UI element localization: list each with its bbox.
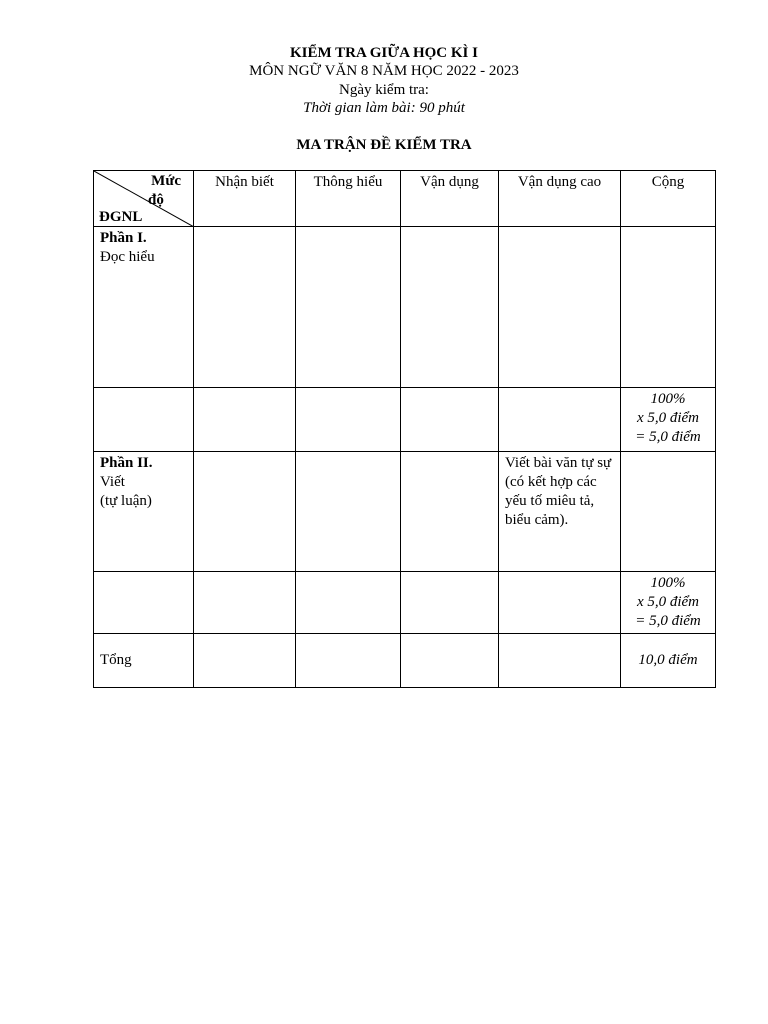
exam-title: KIỂM TRA GIỮA HỌC KÌ I: [290, 45, 478, 61]
part2-label-cell: [94, 452, 194, 572]
table-cell: [499, 227, 621, 388]
part2-note: (tự luận): [100, 493, 152, 509]
part1-title: Phần I.: [100, 230, 147, 246]
table-cell: [194, 572, 296, 634]
part2-score-percent: 100%: [650, 575, 686, 591]
table-cell: [296, 388, 401, 452]
part1-score-result: = 5,0 điểm: [635, 429, 701, 445]
table-cell: [401, 227, 499, 388]
part1-score-cell: [621, 388, 716, 452]
col-header-high-application: Vận dụng cao: [499, 171, 621, 227]
exam-date-label: Ngày kiểm tra:: [339, 82, 429, 98]
part1-name: Đọc hiểu: [100, 249, 155, 265]
table-cell: [296, 634, 401, 688]
part1-score-multiplier: x 5,0 điểm: [636, 410, 700, 426]
corner-label-degree: độ: [148, 192, 164, 208]
table-cell: [296, 227, 401, 388]
table-row-part1: [94, 227, 716, 388]
table-cell: [194, 388, 296, 452]
corner-label-level: Mức: [151, 173, 181, 189]
col-header-comprehension: Thông hiểu: [296, 171, 401, 227]
table-cell: [296, 572, 401, 634]
table-row-part2: [94, 452, 716, 572]
part1-score-percent: 100%: [650, 391, 686, 407]
table-cell: [296, 452, 401, 572]
table-cell: [401, 634, 499, 688]
col-header-application: Vận dụng: [401, 171, 499, 227]
table-cell: [499, 572, 621, 634]
part2-name: Viết: [100, 474, 125, 490]
table-row-part2-total: [94, 572, 716, 634]
table-header-row: [94, 171, 716, 227]
table-cell: [94, 572, 194, 634]
total-label: Tổng: [94, 634, 194, 688]
table-cell: [401, 388, 499, 452]
part2-score-multiplier: x 5,0 điểm: [636, 594, 700, 610]
col-header-recognition: Nhận biết: [194, 171, 296, 227]
corner-label-competency: ĐGNL: [99, 209, 143, 225]
table-cell: [401, 452, 499, 572]
col-header-total: Cộng: [621, 171, 716, 227]
part2-score-result: = 5,0 điểm: [635, 613, 701, 629]
table-cell: [194, 634, 296, 688]
table-row-total: [94, 634, 716, 688]
table-cell: [194, 452, 296, 572]
part2-score-cell: [621, 572, 716, 634]
exam-duration: Thời gian làm bài: 90 phút: [303, 100, 465, 116]
table-row-part1-total: [94, 388, 716, 452]
table-cell: [621, 452, 716, 572]
table-cell: [94, 388, 194, 452]
table-cell: [499, 634, 621, 688]
table-cell: [621, 227, 716, 388]
table-cell: [499, 388, 621, 452]
part2-task-cell: Viết bài văn tự sự (có kết hợp các yếu tố miêu tả, biểu cảm).: [499, 452, 621, 572]
table-cell: [194, 227, 296, 388]
table-cell: [401, 572, 499, 634]
corner-header-cell: [94, 171, 194, 227]
total-score: 10,0 điểm: [621, 634, 716, 688]
matrix-title: MA TRẬN ĐỀ KIỂM TRA: [296, 137, 472, 153]
part2-title: Phần II.: [100, 455, 153, 471]
subject-line: MÔN NGỮ VĂN 8 NĂM HỌC 2022 - 2023: [249, 63, 519, 79]
assessment-matrix-table: [93, 170, 716, 688]
part1-label-cell: [94, 227, 194, 388]
